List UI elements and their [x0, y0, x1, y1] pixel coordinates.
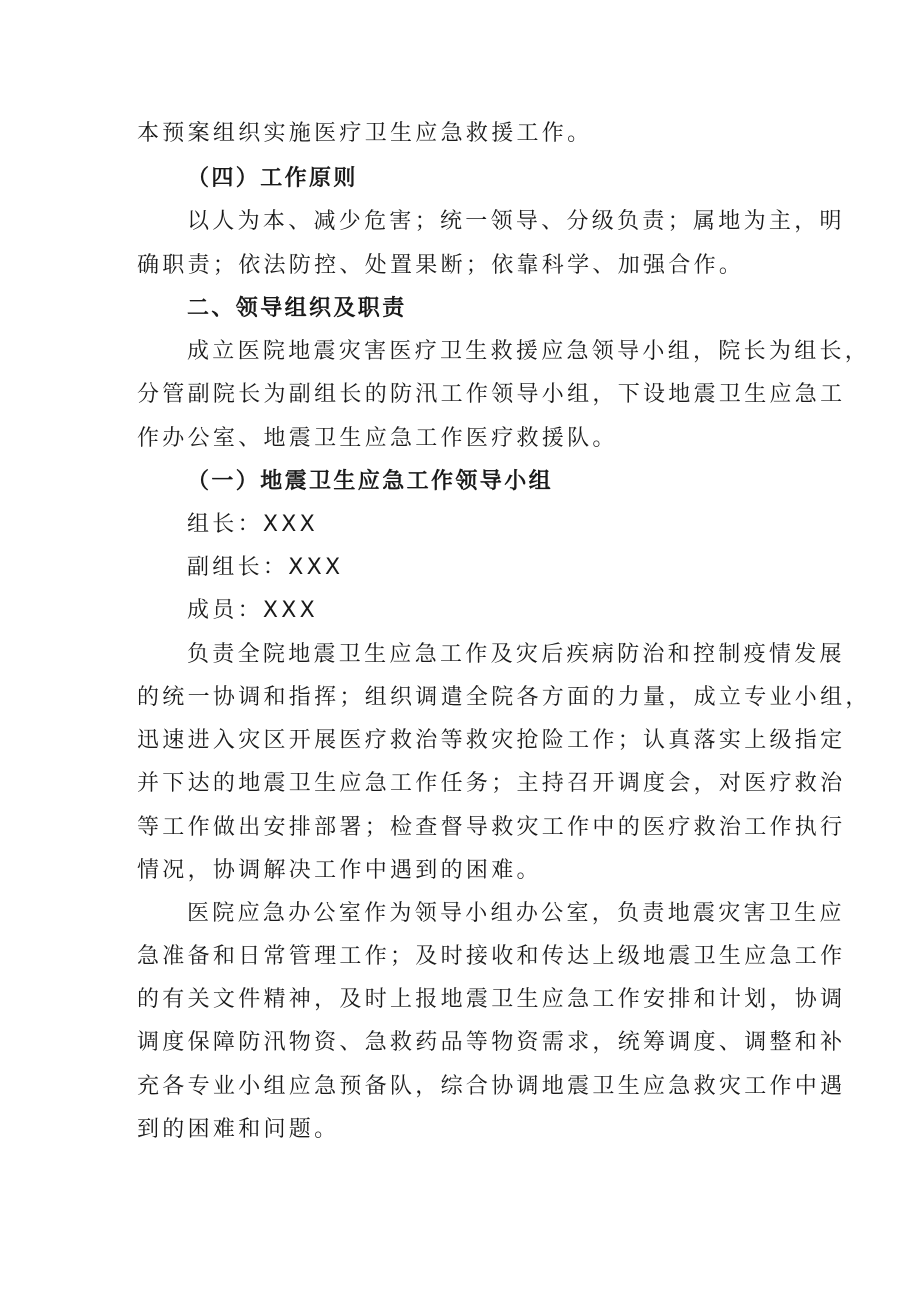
paragraph-line: 成立医院地震灾害医疗卫生救援应急领导小组，院长为组长，	[187, 339, 871, 364]
deputy-leader-line: 副组长：XXX	[187, 555, 344, 580]
paragraph-line: 并下达的地震卫生应急工作任务；主持召开调度会，对医疗救治	[137, 771, 846, 796]
paragraph-line: 急准备和日常管理工作；及时接收和传达上级地震卫生应急工作	[137, 944, 846, 969]
text-line-continuation: 本预案组织实施医疗卫生应急救援工作。	[137, 121, 593, 146]
members-line: 成员：XXX	[187, 598, 319, 623]
paragraph-line: 迅速进入灾区开展医疗救治等救灾抢险工作；认真落实上级指定	[137, 728, 846, 753]
paragraph-line: 医院应急办公室作为领导小组办公室，负责地震灾害卫生应	[187, 901, 845, 926]
paragraph-line: 调度保障防汛物资、急救药品等物资需求，统筹调度、调整和补	[137, 1030, 846, 1055]
paragraph-line: 负责全院地震卫生应急工作及灾后疾病防治和控制疫情发展	[187, 642, 845, 667]
paragraph-line: 的有关文件精神，及时上报地震卫生应急工作安排和计划，协调	[137, 987, 846, 1012]
paragraph-line: 确职责；依法防控、处置果断；依靠科学、加强合作。	[137, 253, 745, 278]
paragraph-line: 以人为本、减少危害；统一领导、分级负责；属地为主，明	[187, 209, 845, 234]
paragraph-line: 的统一协调和指挥；组织调遣全院各方面的力量，成立专业小组，	[137, 685, 871, 710]
paragraph-line: 等工作做出安排部署；检查督导救灾工作中的医疗救治工作执行	[137, 815, 846, 840]
subheading-leading-group: （一）地震卫生应急工作领导小组	[187, 469, 554, 494]
section-heading-leadership: 二、领导组织及职责	[187, 296, 407, 321]
paragraph-line: 充各专业小组应急预备队，综合协调地震卫生应急救灾工作中遇	[137, 1074, 846, 1099]
paragraph-line: 分管副院长为副组长的防汛工作领导小组，下设地震卫生应急工	[137, 382, 846, 407]
paragraph-line: 作办公室、地震卫生应急工作医疗救援队。	[137, 426, 618, 451]
group-leader-line: 组长：XXX	[187, 512, 319, 537]
paragraph-line: 情况，协调解决工作中遇到的困难。	[137, 858, 542, 883]
subheading-work-principles: （四）工作原则	[187, 166, 358, 191]
paragraph-line: 到的困难和问题。	[137, 1117, 340, 1142]
